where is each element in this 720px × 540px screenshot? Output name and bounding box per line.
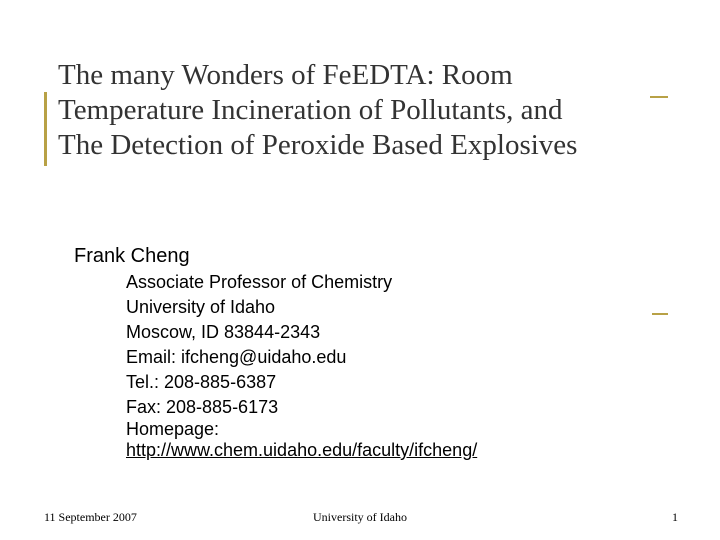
slide-title-line-1: The many Wonders of FeEDTA: Room bbox=[58, 59, 513, 91]
slide-title bbox=[58, 58, 658, 163]
author-email: Email: ifcheng@uidaho.edu bbox=[126, 347, 347, 367]
author-details bbox=[126, 270, 477, 463]
author-telephone: Tel.: 208-885-6387 bbox=[126, 372, 277, 392]
homepage-label: Homepage: bbox=[126, 419, 220, 439]
slide-title-line-3: The Detection of Peroxide Based Explosives bbox=[58, 129, 578, 161]
slide-title-line-2: Temperature Incineration of Pollutants, and bbox=[58, 94, 563, 126]
author-name: Frank Cheng bbox=[74, 245, 190, 267]
author-position: Associate Professor of Chemistry bbox=[126, 272, 393, 292]
title-accent-bar bbox=[44, 92, 47, 166]
author-fax: Fax: 208-885-6173 bbox=[126, 397, 279, 417]
homepage-link[interactable]: http://www.chem.uidaho.edu/faculty/ifcheng/ bbox=[126, 440, 478, 460]
author-address: Moscow, ID 83844-2343 bbox=[126, 322, 321, 342]
slide-number: 1 bbox=[672, 510, 678, 524]
footer-date: 11 September 2007 bbox=[44, 510, 137, 524]
footer-organization: University of Idaho bbox=[313, 510, 407, 524]
author-university: University of Idaho bbox=[126, 297, 276, 317]
body-accent-tick bbox=[652, 313, 668, 315]
